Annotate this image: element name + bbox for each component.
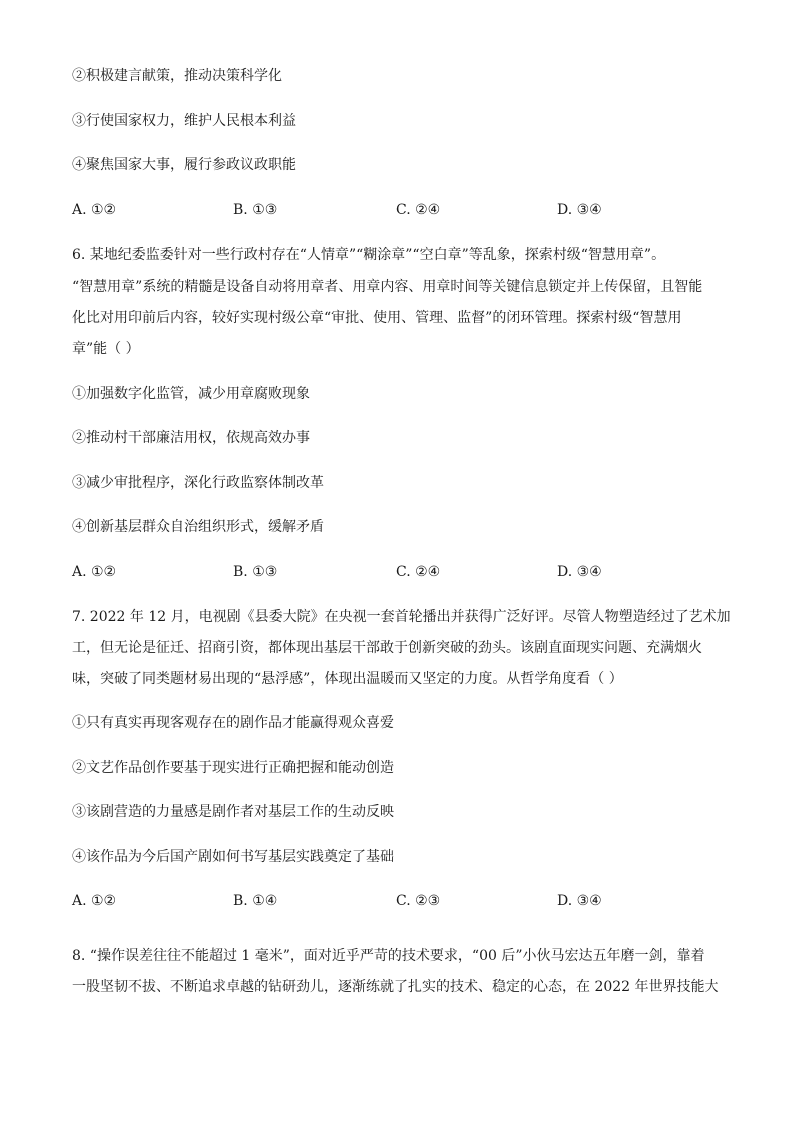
q6-option-c: C. ②④ bbox=[396, 564, 441, 580]
q5-item-4: ④聚焦国家大事，履行参政议政职能 bbox=[72, 157, 296, 173]
q7-options bbox=[72, 892, 722, 910]
q7-item-1: ①只有真实再现客观存在的剧作品才能赢得观众喜爱 bbox=[72, 715, 394, 731]
q7-option-b: B. ①④ bbox=[233, 893, 278, 909]
q7-stem-line-3: 味，突破了同类题材易出现的“悬浮感”，体现出温暖而又坚定的力度。从哲学角度看（ ） bbox=[72, 671, 623, 687]
q5-options bbox=[72, 201, 722, 219]
q5-option-a: A. ①② bbox=[72, 202, 117, 218]
q6-option-d: D. ③④ bbox=[557, 564, 602, 580]
q5-option-b: B. ①③ bbox=[233, 202, 278, 218]
q8-stem-line-2: 一股坚韧不拔、不断追求卓越的钻研劲儿，逐渐练就了扎实的技术、稳定的心态，在 2022 年世界技能大 bbox=[72, 979, 719, 995]
q6-item-4: ④创新基层群众自治组织形式，缓解矛盾 bbox=[72, 519, 324, 535]
q7-item-2: ②文艺作品创作要基于现实进行正确把握和能动创造 bbox=[72, 760, 394, 776]
q7-option-c: C. ②③ bbox=[396, 893, 441, 909]
q6-item-1: ①加强数字化监管，减少用章腐败现象 bbox=[72, 386, 310, 402]
q6-stem-line-3: 化比对用印前后内容，较好实现村级公章“审批、使用、管理、监督”的闭环管理。探索村级“智慧用 bbox=[72, 310, 682, 326]
q6-item-3: ③减少审批程序，深化行政监察体制改革 bbox=[72, 475, 324, 491]
q6-stem-line-2: “智慧用章”系统的精髓是设备自动将用章者、用章内容、用章时间等关键信息锁定并上传保留，且智能 bbox=[72, 279, 703, 295]
q7-item-3: ③该剧营造的力量感是剧作者对基层工作的生动反映 bbox=[72, 804, 394, 820]
q5-item-2: ②积极建言献策，推动决策科学化 bbox=[72, 68, 282, 84]
q7-option-a: A. ①② bbox=[72, 893, 117, 909]
q6-stem-line-1: 6. 某地纪委监委针对一些行政村存在“人情章”“糊涂章”“空白章”等乱象，探索村级“智慧用章”。 bbox=[72, 247, 666, 263]
q6-options bbox=[72, 563, 722, 581]
q5-option-d: D. ③④ bbox=[557, 202, 602, 218]
q7-stem-line-2: 工，但无论是征迁、招商引资，都体现出基层干部敢于创新突破的劲头。该剧直面现实问题、充满烟火 bbox=[72, 640, 702, 656]
q7-item-4: ④该作品为今后国产剧如何书写基层实践奠定了基础 bbox=[72, 849, 394, 865]
q7-stem-line-1: 7. 2022 年 12 月，电视剧《县委大院》在央视一套首轮播出并获得广泛好评。尽管人物塑造经过了艺术加 bbox=[72, 609, 731, 625]
q5-option-c: C. ②④ bbox=[396, 202, 441, 218]
q6-option-a: A. ①② bbox=[72, 564, 117, 580]
q5-item-3: ③行使国家权力，维护人民根本利益 bbox=[72, 113, 296, 129]
q7-option-d: D. ③④ bbox=[557, 893, 602, 909]
q6-stem-line-4: 章”能（ ） bbox=[72, 341, 140, 357]
q8-stem-line-1: 8. “操作误差往往不能超过 1 毫米”，面对近乎严苛的技术要求，“00 后”小伙马宏达五年磨一剑，靠着 bbox=[72, 948, 705, 964]
q6-item-2: ②推动村干部廉洁用权，依规高效办事 bbox=[72, 430, 310, 446]
q6-option-b: B. ①③ bbox=[233, 564, 278, 580]
